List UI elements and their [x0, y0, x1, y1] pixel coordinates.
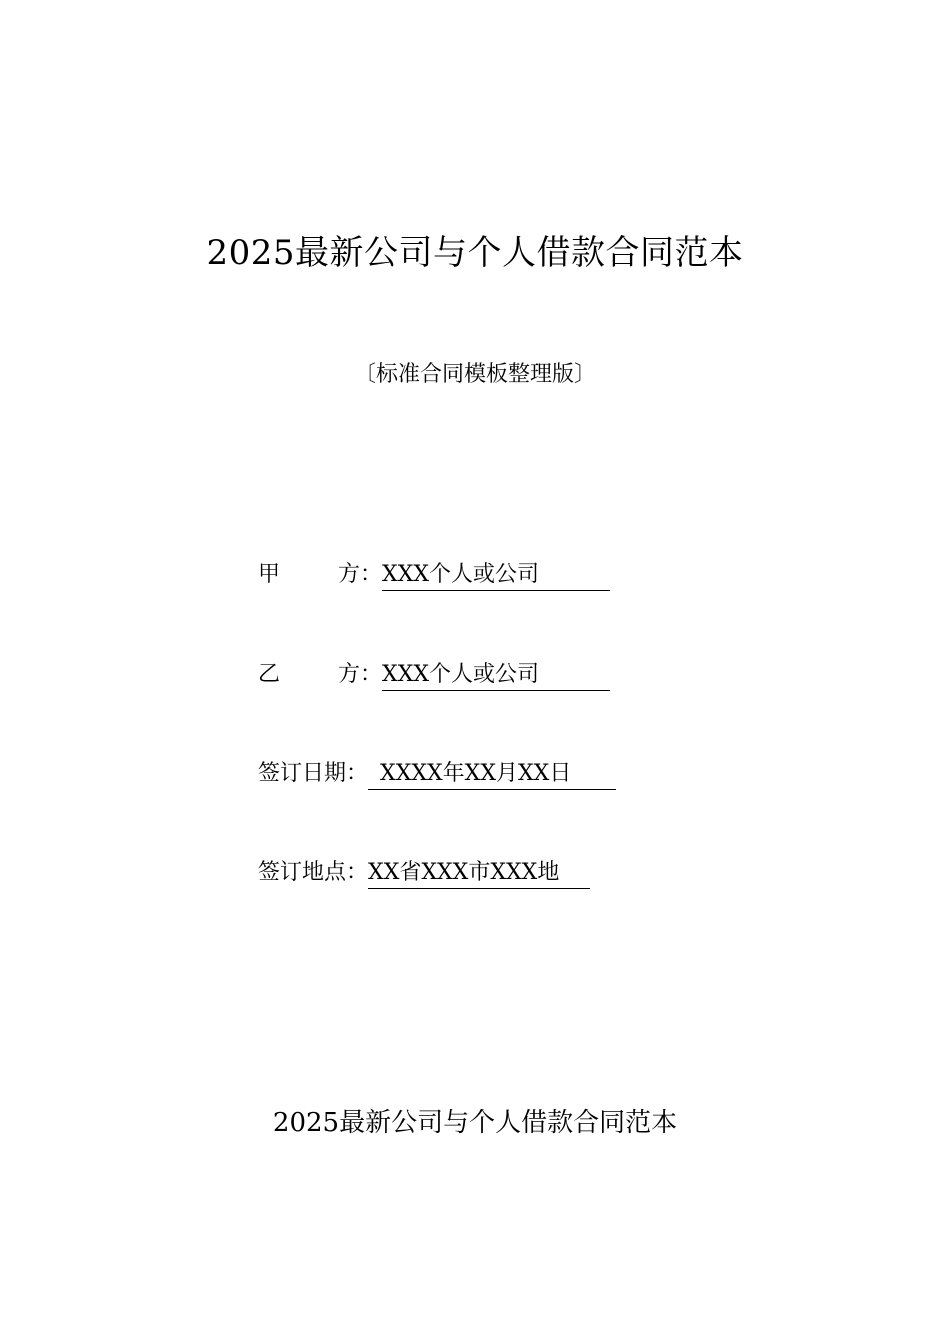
sign-date-colon: ： — [346, 761, 369, 786]
party-a-field — [258, 558, 610, 592]
party-b-value: XXX个人或公司 — [382, 660, 610, 691]
sign-location-value: XX省XXX市XXX地 — [368, 858, 590, 889]
footer-title: 2025最新公司与个人借款合同范本 — [272, 1108, 678, 1138]
sign-date-label: 签订日期 — [258, 761, 347, 786]
party-a-value: XXX个人或公司 — [382, 560, 610, 591]
party-b-label-second-char: 方 — [338, 662, 361, 687]
party-b-field — [258, 658, 610, 692]
document-title: 2025最新公司与个人借款合同范本 — [206, 233, 744, 273]
party-a-label-second-char: 方 — [338, 562, 361, 587]
sign-date-field — [258, 757, 616, 791]
document-subtitle: 〔标准合同模板整理版〕 — [353, 362, 596, 387]
party-b-label-first-char: 乙 — [258, 662, 281, 687]
sign-location-colon: ： — [346, 860, 369, 885]
sign-location-field — [258, 856, 590, 890]
sign-location-label: 签订地点 — [258, 860, 347, 885]
sign-date-value: XXXX年XX月XX日 — [368, 759, 616, 790]
party-a-colon: ： — [360, 562, 383, 587]
party-a-label-first-char: 甲 — [258, 562, 281, 587]
party-b-colon: ： — [360, 662, 383, 687]
